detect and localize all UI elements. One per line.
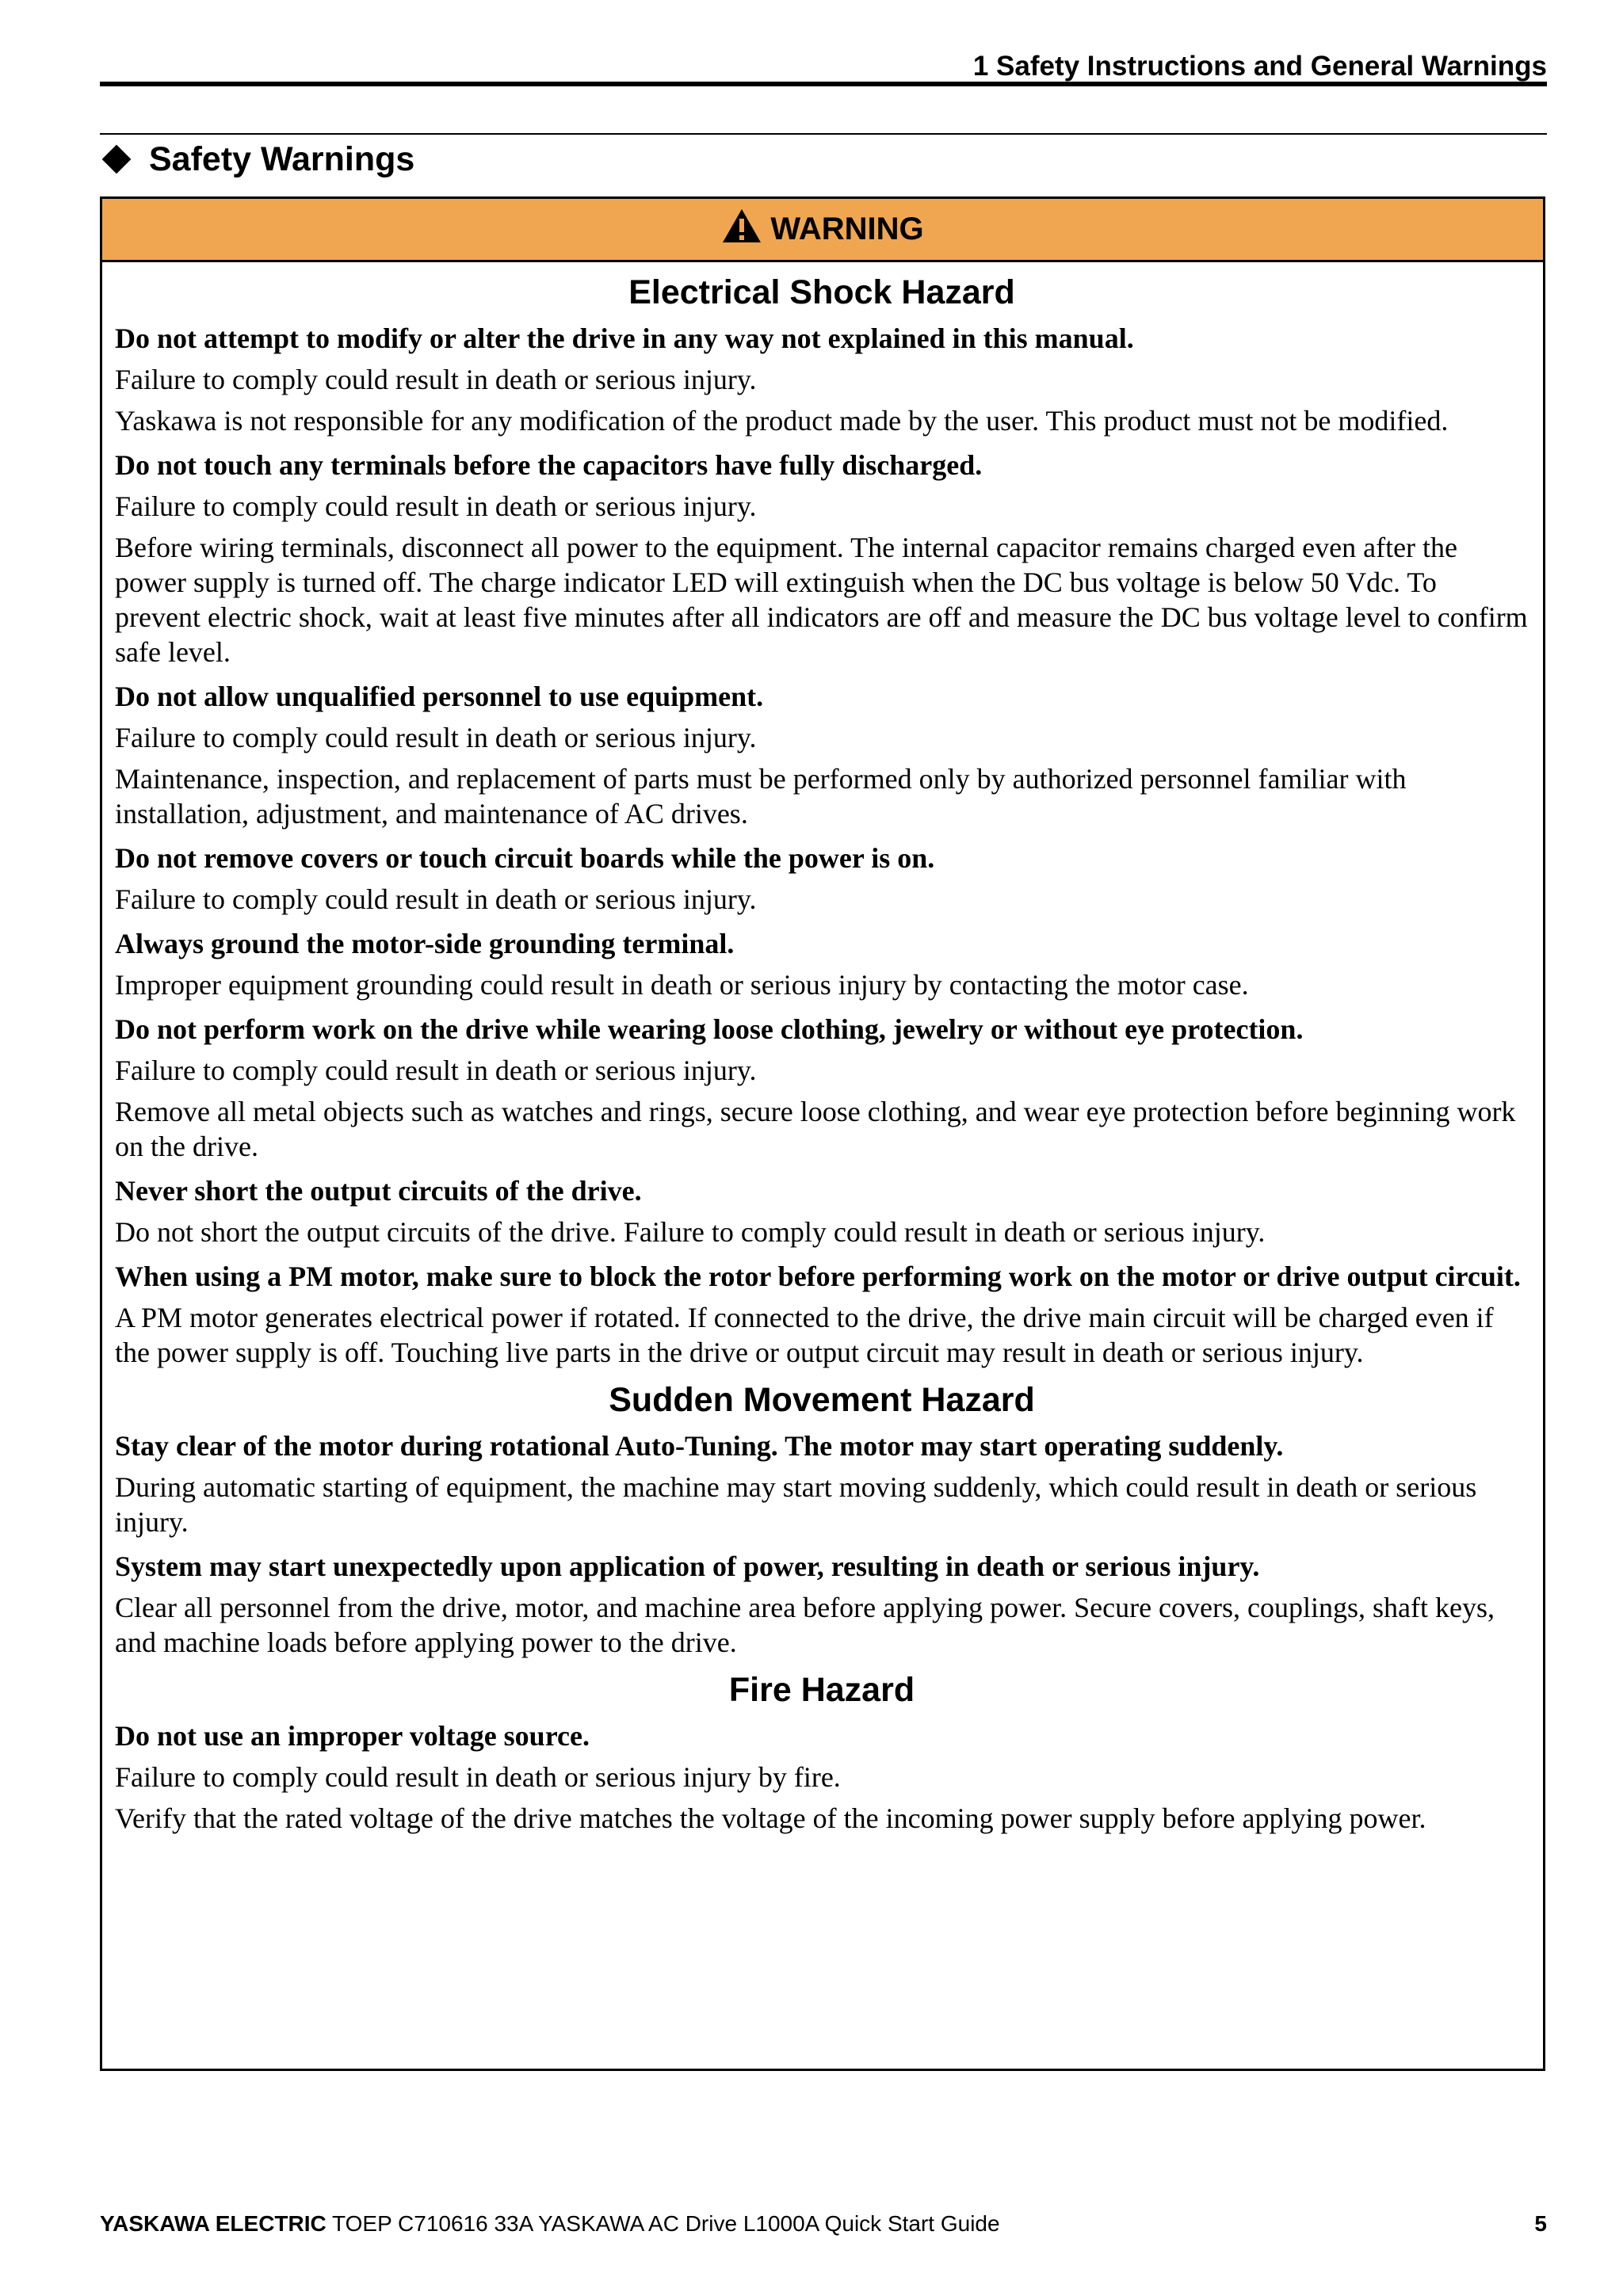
warning-entry-text: Failure to comply could result in death or serious injury. [115,1055,757,1086]
warning-entry-text: Failure to comply could result in death or serious injury by fire. [115,1761,841,1793]
warning-entry-heading: Do not allow unqualified personnel to use equipment. [115,681,764,712]
warning-entry-heading: Do not touch any terminals before the capacitors have fully discharged. [115,449,983,481]
warning-entry-text: Failure to comply could result in death or serious injury. [115,490,757,522]
warning-entry-text: Before wiring terminals, disconnect all power to the equipment. The internal capacitor remains charged even after the power supply is turned off. The charge indicator LED will extinguish when the DC bus voltage is below 50 Vdc. To prevent electric shock, wait at least five minutes after all indicators are off and measure the DC bus voltage level to confirm safe level. [115,532,1528,668]
diamond-bullet-icon [102,145,132,174]
footer-left [100,2210,1000,2237]
warning-entry-heading: Do not perform work on the drive while wearing loose clothing, jewelry or without eye protection. [115,1013,1304,1045]
hazard-title: Fire Hazard [728,1671,915,1709]
warning-entry-text: Improper equipment grounding could result in death or serious injury by contacting the motor case. [115,969,1249,1001]
warning-entry-heading: Never short the output circuits of the drive. [115,1175,642,1207]
warning-entry-text: Clear all personnel from the drive, motor, and machine area before applying power. Secure covers, couplings, shaft keys, and machine loads before applying power to the drive. [115,1592,1495,1658]
footer-brand: YASKAWA ELECTRIC [100,2211,327,2236]
warning-entry-heading: Stay clear of the motor during rotational Auto-Tuning. The motor may start operating suddenly. [115,1430,1284,1462]
warning-entry-text: Verify that the rated voltage of the drive matches the voltage of the incoming power supply before applying power. [115,1802,1426,1834]
warning-entry-text: Failure to comply could result in death or serious injury. [115,364,757,395]
warning-entry-heading: Always ground the motor-side grounding terminal. [115,928,735,959]
warning-entry [115,448,1529,669]
header-rule [100,82,1547,86]
warning-entry [115,1173,1529,1249]
warning-entry [115,1718,1529,1836]
warning-entry-heading: Do not remove covers or touch circuit boards while the power is on. [115,842,935,874]
warning-label: WARNING [770,212,924,246]
warning-entry-text: Failure to comply could result in death or serious injury. [115,722,757,753]
warning-entry-heading: System may start unexpectedly upon application of power, resulting in death or serious injury. [115,1550,1260,1582]
warning-box [100,196,1545,2071]
page-footer [100,2210,1547,2237]
warning-entry [115,1012,1529,1164]
warning-entry [115,926,1529,1002]
hazard-title: Electrical Shock Hazard [628,273,1015,311]
warning-entry-text: During automatic starting of equipment, the machine may start moving suddenly, which could result in death or serious injury. [115,1471,1477,1538]
warning-entry [115,1259,1529,1370]
footer-doc-ref: TOEP C710616 33A YASKAWA AC Drive L1000A Quick Start Guide [332,2211,1000,2236]
section-heading [100,139,414,179]
warning-entry [115,321,1529,438]
warning-entry-text: Do not short the output circuits of the drive. Failure to comply could result in death or serious injury. [115,1216,1266,1248]
page-number: 5 [1534,2211,1547,2236]
warning-entry-text: Remove all metal objects such as watches and rings, secure loose clothing, and wear eye protection before beginning work on the drive. [115,1096,1516,1162]
warning-entry [115,1549,1529,1660]
warning-entry-heading: Do not use an improper voltage source. [115,1720,590,1752]
warning-entry-text: A PM motor generates electrical power if rotated. If connected to the drive, the drive main circuit will be charged even if the power supply is off. Touching live parts in the drive or output circuit may result in death or serious injury. [115,1302,1494,1368]
warning-content [102,272,1543,1836]
section-title: Safety Warnings [149,140,415,178]
warning-entry [115,679,1529,831]
warning-entry-heading: When using a PM motor, make sure to block the rotor before performing work on the motor or drive output circuit. [115,1261,1521,1292]
section-rule [100,133,1547,135]
running-head: 1 Safety Instructions and General Warnings [972,51,1547,82]
warning-entry [115,841,1529,917]
warning-entry-text: Yaskawa is not responsible for any modification of the product made by the user. This product must not be modified. [115,405,1449,437]
warning-entry [115,1428,1529,1539]
warning-triangle-icon [721,208,762,252]
warning-header [102,199,1543,262]
warning-entry-text: Maintenance, inspection, and replacement of parts must be performed only by authorized personnel familiar with installation, adjustment, and maintenance of AC drives. [115,763,1407,830]
hazard-title: Sudden Movement Hazard [609,1381,1035,1419]
warning-entry-text: Failure to comply could result in death or serious injury. [115,883,757,915]
warning-entry-heading: Do not attempt to modify or alter the drive in any way not explained in this manual. [115,322,1134,354]
